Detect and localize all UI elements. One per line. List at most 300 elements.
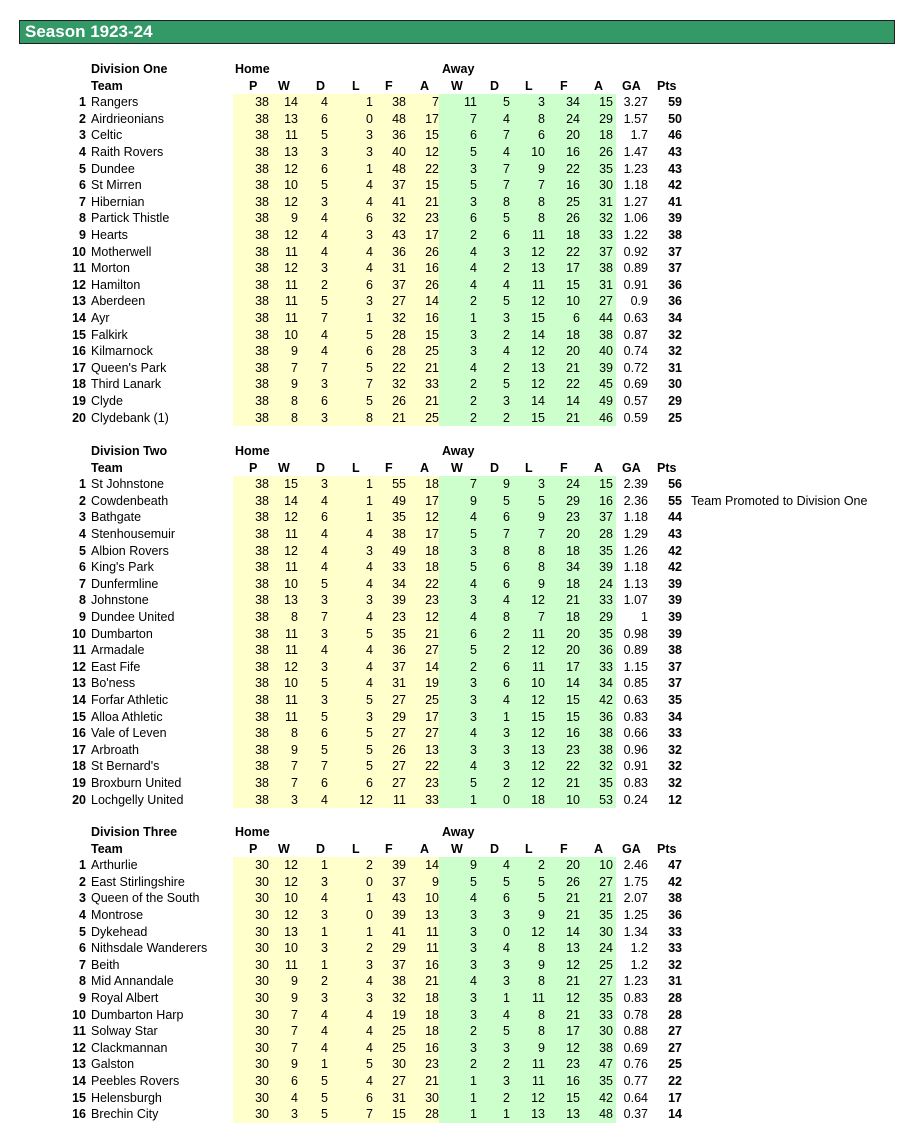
stat-al: 11 xyxy=(532,1074,545,1088)
stat-hw: 12 xyxy=(284,194,298,209)
stat-pts: 55 xyxy=(668,493,682,508)
stat-hf: 34 xyxy=(392,576,406,591)
stat-pts: 46 xyxy=(668,128,682,143)
stat-p: 38 xyxy=(255,477,269,492)
stat-hf: 48 xyxy=(392,111,406,126)
stat-p: 38 xyxy=(255,95,269,110)
stat-pts: 42 xyxy=(668,874,682,889)
stat-hf: 32 xyxy=(392,211,406,226)
stat-af: 23 xyxy=(566,510,580,525)
stat-ad: 0 xyxy=(503,924,510,939)
stat-af: 21 xyxy=(566,776,580,790)
team-name: Forfar Athletic xyxy=(91,693,169,707)
season-title: Season 1923-24 xyxy=(19,20,895,44)
stat-hl: 5 xyxy=(366,742,373,757)
table-row xyxy=(0,576,918,593)
stat-p: 38 xyxy=(255,626,269,641)
position: 16 xyxy=(72,726,86,741)
column-header-f: F xyxy=(385,460,393,475)
stat-pts: 36 xyxy=(668,908,682,922)
stat-hd: 3 xyxy=(321,377,328,392)
team-name: Bo'ness xyxy=(91,676,136,691)
stat-ha: 11 xyxy=(426,924,439,939)
division-header-row xyxy=(0,443,918,460)
table-row xyxy=(0,1106,918,1123)
stat-af: 18 xyxy=(566,543,580,558)
stat-hd: 7 xyxy=(321,610,328,624)
stat-aw: 4 xyxy=(470,510,477,525)
stat-pts: 39 xyxy=(668,626,682,641)
stat-aa: 33 xyxy=(599,659,613,674)
stat-ad: 3 xyxy=(503,742,510,757)
stat-ad: 3 xyxy=(503,726,510,741)
stat-hf: 38 xyxy=(392,527,406,541)
stat-pts: 37 xyxy=(668,244,682,259)
stat-ha: 21 xyxy=(425,626,439,641)
column-header-f: F xyxy=(385,78,393,93)
stat-ha: 27 xyxy=(425,726,439,741)
stat-aa: 48 xyxy=(599,1107,613,1122)
stat-ga: 1.18 xyxy=(623,510,648,525)
stat-hd: 1 xyxy=(321,858,328,873)
stat-al: 12 xyxy=(531,924,545,939)
stat-aw: 1 xyxy=(470,311,477,325)
stat-hl: 4 xyxy=(366,974,373,989)
stat-hf: 35 xyxy=(392,510,406,525)
column-header-pts: Pts xyxy=(657,841,677,856)
stat-ad: 2 xyxy=(503,1090,510,1105)
stat-af: 12 xyxy=(566,991,580,1005)
stat-hd: 1 xyxy=(321,924,328,939)
stat-ad: 2 xyxy=(503,360,510,375)
position: 8 xyxy=(79,974,86,989)
promotion-note: Team Promoted to Division One xyxy=(691,493,868,508)
stat-af: 26 xyxy=(566,211,580,226)
stat-pts: 33 xyxy=(668,726,682,741)
stat-hf: 55 xyxy=(392,477,406,492)
stat-al: 3 xyxy=(538,477,545,492)
stat-al: 11 xyxy=(532,626,545,641)
stat-al: 2 xyxy=(538,858,545,873)
stat-hw: 10 xyxy=(284,327,298,342)
column-header-ga: GA xyxy=(622,460,641,475)
stat-ga: 1.25 xyxy=(623,908,648,922)
stat-hf: 26 xyxy=(392,742,406,757)
position: 20 xyxy=(72,792,86,807)
division-name: Division One xyxy=(91,62,168,76)
team-name: Vale of Leven xyxy=(91,726,167,741)
team-name: Arbroath xyxy=(91,742,139,757)
stat-af: 16 xyxy=(566,1074,580,1088)
team-name: St Mirren xyxy=(91,178,142,193)
stat-hd: 3 xyxy=(321,145,328,159)
table-row xyxy=(0,310,918,327)
stat-aa: 28 xyxy=(599,527,613,541)
stat-ha: 16 xyxy=(425,311,439,325)
stat-aa: 35 xyxy=(599,1074,613,1088)
table-row xyxy=(0,393,918,410)
stat-ga: 0.72 xyxy=(623,360,648,375)
away-header: Away xyxy=(442,62,475,76)
team-name: East Fife xyxy=(91,659,141,674)
stat-hw: 12 xyxy=(284,510,298,525)
stat-aw: 6 xyxy=(470,128,477,143)
stat-al: 15 xyxy=(531,311,545,325)
stat-ha: 17 xyxy=(425,527,439,541)
stat-af: 24 xyxy=(566,111,580,126)
column-header-f: F xyxy=(560,460,568,475)
stat-aw: 2 xyxy=(470,294,477,309)
stat-ad: 5 xyxy=(503,1024,510,1039)
stat-aw: 2 xyxy=(470,659,477,674)
stat-hw: 12 xyxy=(284,858,298,873)
stat-hw: 11 xyxy=(285,560,298,575)
stat-hd: 4 xyxy=(321,228,328,242)
team-name: Kilmarnock xyxy=(91,344,153,359)
position: 2 xyxy=(79,111,86,126)
stat-ha: 16 xyxy=(425,261,439,276)
column-header-w: W xyxy=(278,78,290,93)
stat-al: 7 xyxy=(538,610,545,624)
stat-hw: 11 xyxy=(285,957,298,972)
stat-al: 5 xyxy=(538,874,545,889)
stat-pts: 50 xyxy=(668,111,682,126)
stat-aw: 4 xyxy=(470,277,477,292)
stat-hd: 2 xyxy=(321,974,328,989)
position: 12 xyxy=(72,277,86,292)
stat-hd: 5 xyxy=(321,128,328,143)
table-row xyxy=(0,1056,918,1073)
stat-hw: 12 xyxy=(284,161,298,176)
stat-ga: 1.75 xyxy=(623,874,648,889)
stat-ad: 2 xyxy=(503,261,510,276)
table-row xyxy=(0,559,918,576)
stat-al: 8 xyxy=(538,1007,545,1022)
stat-ga: 0.64 xyxy=(623,1090,648,1105)
stat-hd: 6 xyxy=(321,726,328,741)
team-name: Clydebank (1) xyxy=(91,410,169,425)
team-column-header: Team xyxy=(91,841,123,856)
stat-af: 22 xyxy=(566,377,580,392)
stat-hd: 4 xyxy=(321,211,328,226)
stat-hd: 3 xyxy=(321,659,328,674)
away-header: Away xyxy=(442,444,475,458)
team-name: Arthurlie xyxy=(91,858,138,873)
stat-hl: 2 xyxy=(366,858,373,873)
stat-hl: 0 xyxy=(366,874,373,889)
stat-al: 9 xyxy=(538,576,545,591)
stat-hl: 12 xyxy=(359,792,373,807)
stat-hd: 3 xyxy=(321,626,328,641)
stat-hl: 5 xyxy=(366,360,373,375)
stat-hw: 6 xyxy=(291,1074,298,1088)
team-name: King's Park xyxy=(91,560,154,575)
stat-af: 15 xyxy=(566,693,580,707)
position: 5 xyxy=(79,543,86,558)
column-header-l: L xyxy=(525,841,533,856)
team-name: Montrose xyxy=(91,908,144,922)
team-name: Queen of the South xyxy=(91,891,200,906)
stat-aa: 15 xyxy=(599,477,613,492)
stat-p: 38 xyxy=(255,277,269,292)
stat-ad: 2 xyxy=(503,643,510,658)
position: 19 xyxy=(72,394,86,408)
stat-ga: 0.89 xyxy=(623,261,648,276)
team-name: Lochgelly United xyxy=(91,792,184,807)
stat-hl: 6 xyxy=(366,344,373,359)
position: 12 xyxy=(72,659,86,674)
stat-ad: 4 xyxy=(503,277,510,292)
stat-hl: 7 xyxy=(366,377,373,392)
stat-hl: 1 xyxy=(366,311,373,325)
stat-hf: 38 xyxy=(392,974,406,989)
stat-ad: 3 xyxy=(503,311,510,325)
stat-p: 38 xyxy=(255,111,269,126)
stat-ad: 4 xyxy=(503,858,510,873)
stat-al: 10 xyxy=(531,145,545,159)
stat-hl: 0 xyxy=(366,908,373,922)
stat-ha: 22 xyxy=(425,161,439,176)
stat-al: 8 xyxy=(538,111,545,126)
stat-ga: 0.69 xyxy=(623,377,648,392)
position: 5 xyxy=(79,161,86,176)
table-row xyxy=(0,293,918,310)
table-row xyxy=(0,890,918,907)
stat-pts: 59 xyxy=(668,95,682,110)
stat-af: 21 xyxy=(566,974,580,989)
table-row xyxy=(0,227,918,244)
stat-pts: 39 xyxy=(668,610,682,624)
stat-ga: 1.27 xyxy=(623,194,648,209)
stat-aa: 37 xyxy=(599,244,613,259)
stat-aa: 39 xyxy=(599,360,613,375)
team-name: Celtic xyxy=(91,128,123,143)
stat-hd: 5 xyxy=(321,294,328,309)
stat-aw: 3 xyxy=(470,957,477,972)
stat-hf: 32 xyxy=(392,311,406,325)
position: 3 xyxy=(79,128,86,143)
team-name: Dundee United xyxy=(91,610,175,624)
stat-ad: 7 xyxy=(503,161,510,176)
stat-ha: 15 xyxy=(425,178,439,193)
stat-ha: 14 xyxy=(425,858,439,873)
stat-hw: 12 xyxy=(284,543,298,558)
stat-p: 38 xyxy=(255,693,269,707)
table-row xyxy=(0,210,918,227)
team-name: Motherwell xyxy=(91,244,152,259)
stat-aa: 18 xyxy=(599,128,613,143)
stat-ga: 0.83 xyxy=(623,991,648,1005)
stat-ga: 0.91 xyxy=(623,759,648,774)
stat-ad: 2 xyxy=(503,410,510,425)
team-name: Dunfermline xyxy=(91,576,159,591)
stat-aa: 39 xyxy=(599,560,613,575)
stat-p: 38 xyxy=(255,194,269,209)
stat-pts: 43 xyxy=(668,527,682,541)
stat-al: 12 xyxy=(531,693,545,707)
stat-ad: 3 xyxy=(503,394,510,408)
stat-ad: 4 xyxy=(503,693,510,707)
stat-p: 30 xyxy=(255,957,269,972)
stat-hw: 7 xyxy=(291,1040,298,1055)
stat-hl: 6 xyxy=(366,776,373,790)
position: 5 xyxy=(79,924,86,939)
stat-p: 38 xyxy=(255,128,269,143)
stat-ga: 0.98 xyxy=(623,626,648,641)
stat-af: 20 xyxy=(566,128,580,143)
stat-hw: 7 xyxy=(291,776,298,790)
stat-ha: 17 xyxy=(425,493,439,508)
stat-aa: 30 xyxy=(599,924,613,939)
position: 16 xyxy=(72,344,86,359)
stat-aw: 3 xyxy=(470,924,477,939)
table-row xyxy=(0,642,918,659)
stat-p: 30 xyxy=(255,858,269,873)
team-name: Hearts xyxy=(91,228,128,242)
stat-ha: 27 xyxy=(425,643,439,658)
stat-aw: 2 xyxy=(470,1057,477,1072)
stat-al: 12 xyxy=(531,593,545,608)
stat-af: 14 xyxy=(566,394,580,408)
stat-hf: 36 xyxy=(392,128,406,143)
stat-hd: 4 xyxy=(321,891,328,906)
team-name: Peebles Rovers xyxy=(91,1074,180,1088)
stat-af: 17 xyxy=(566,261,580,276)
stat-ga: 1.34 xyxy=(623,924,648,939)
stat-hw: 13 xyxy=(284,593,298,608)
stat-p: 38 xyxy=(255,759,269,774)
stat-ga: 2.07 xyxy=(623,891,648,906)
stat-hw: 11 xyxy=(285,643,298,658)
stat-ga: 0.69 xyxy=(623,1040,648,1055)
position: 17 xyxy=(72,360,86,375)
stat-hd: 5 xyxy=(321,1074,328,1088)
stat-al: 11 xyxy=(532,277,545,292)
stat-hl: 3 xyxy=(366,709,373,724)
stat-hf: 49 xyxy=(392,493,406,508)
stat-al: 12 xyxy=(531,244,545,259)
stat-hl: 4 xyxy=(366,560,373,575)
stat-p: 30 xyxy=(255,874,269,889)
stat-hf: 32 xyxy=(392,991,406,1005)
team-name: Dumbarton Harp xyxy=(91,1007,184,1022)
stat-aa: 47 xyxy=(599,1057,613,1072)
column-header-d: D xyxy=(316,841,326,856)
stat-af: 22 xyxy=(566,161,580,176)
stat-af: 16 xyxy=(566,178,580,193)
column-header-w: W xyxy=(278,841,290,856)
table-row xyxy=(0,924,918,941)
table-row xyxy=(0,410,918,427)
stat-hd: 6 xyxy=(321,111,328,126)
stat-aa: 35 xyxy=(599,161,613,176)
stat-aa: 21 xyxy=(599,891,613,906)
stat-pts: 38 xyxy=(668,891,682,906)
stat-ad: 5 xyxy=(503,874,510,889)
stat-ga: 0.83 xyxy=(623,776,648,790)
stat-af: 20 xyxy=(566,527,580,541)
stat-al: 13 xyxy=(531,742,545,757)
stat-pts: 39 xyxy=(668,211,682,226)
stat-hf: 39 xyxy=(392,593,406,608)
stat-ha: 25 xyxy=(425,693,439,707)
team-column-header: Team xyxy=(91,78,123,93)
stat-hw: 8 xyxy=(291,610,298,624)
column-header-l: L xyxy=(352,841,360,856)
table-row xyxy=(0,244,918,261)
stat-hf: 28 xyxy=(392,344,406,359)
stat-aa: 35 xyxy=(599,908,613,922)
stat-aw: 3 xyxy=(470,742,477,757)
table-row xyxy=(0,609,918,626)
table-row xyxy=(0,360,918,377)
table-row xyxy=(0,526,918,543)
table-row xyxy=(0,144,918,161)
stat-aw: 4 xyxy=(470,891,477,906)
stat-pts: 37 xyxy=(668,659,682,674)
stat-ha: 23 xyxy=(425,776,439,790)
stat-ga: 3.27 xyxy=(623,95,648,110)
stat-ha: 19 xyxy=(425,676,439,691)
stat-af: 18 xyxy=(566,576,580,591)
stat-hd: 4 xyxy=(321,95,328,110)
stat-aw: 3 xyxy=(470,543,477,558)
stat-hf: 43 xyxy=(392,891,406,906)
team-name: Mid Annandale xyxy=(91,974,174,989)
stat-hl: 1 xyxy=(366,493,373,508)
stat-hd: 4 xyxy=(321,1024,328,1039)
stat-p: 38 xyxy=(255,543,269,558)
stat-aw: 3 xyxy=(470,941,477,956)
stat-aa: 37 xyxy=(599,510,613,525)
position: 16 xyxy=(72,1107,86,1122)
stat-af: 20 xyxy=(566,858,580,873)
stat-aw: 6 xyxy=(470,211,477,226)
position: 13 xyxy=(72,294,86,309)
stat-hd: 3 xyxy=(321,941,328,956)
stat-hw: 10 xyxy=(284,178,298,193)
stat-pts: 32 xyxy=(668,327,682,342)
column-header-w: W xyxy=(451,78,463,93)
stat-ga: 1.18 xyxy=(623,560,648,575)
team-name: Stenhousemuir xyxy=(91,527,176,541)
stat-hw: 3 xyxy=(291,1107,298,1122)
stat-ad: 6 xyxy=(503,676,510,691)
stat-al: 18 xyxy=(531,792,545,807)
stat-ga: 0.96 xyxy=(623,742,648,757)
stat-hl: 7 xyxy=(366,1107,373,1122)
stat-hl: 6 xyxy=(366,211,373,226)
table-row xyxy=(0,940,918,957)
stat-ha: 17 xyxy=(425,709,439,724)
stat-aa: 40 xyxy=(599,344,613,359)
stat-ga: 0.77 xyxy=(623,1074,648,1088)
stat-ad: 8 xyxy=(503,194,510,209)
position: 4 xyxy=(79,527,86,541)
table-row xyxy=(0,675,918,692)
table-row xyxy=(0,127,918,144)
stat-p: 38 xyxy=(255,327,269,342)
table-row xyxy=(0,94,918,111)
stat-ha: 16 xyxy=(425,1040,439,1055)
position: 9 xyxy=(79,228,86,242)
stat-hl: 3 xyxy=(366,145,373,159)
column-header-l: L xyxy=(525,78,533,93)
stat-p: 38 xyxy=(255,510,269,525)
column-header-a: A xyxy=(594,841,604,856)
team-name: Aberdeen xyxy=(91,294,146,309)
team-name: Johnstone xyxy=(91,593,149,608)
